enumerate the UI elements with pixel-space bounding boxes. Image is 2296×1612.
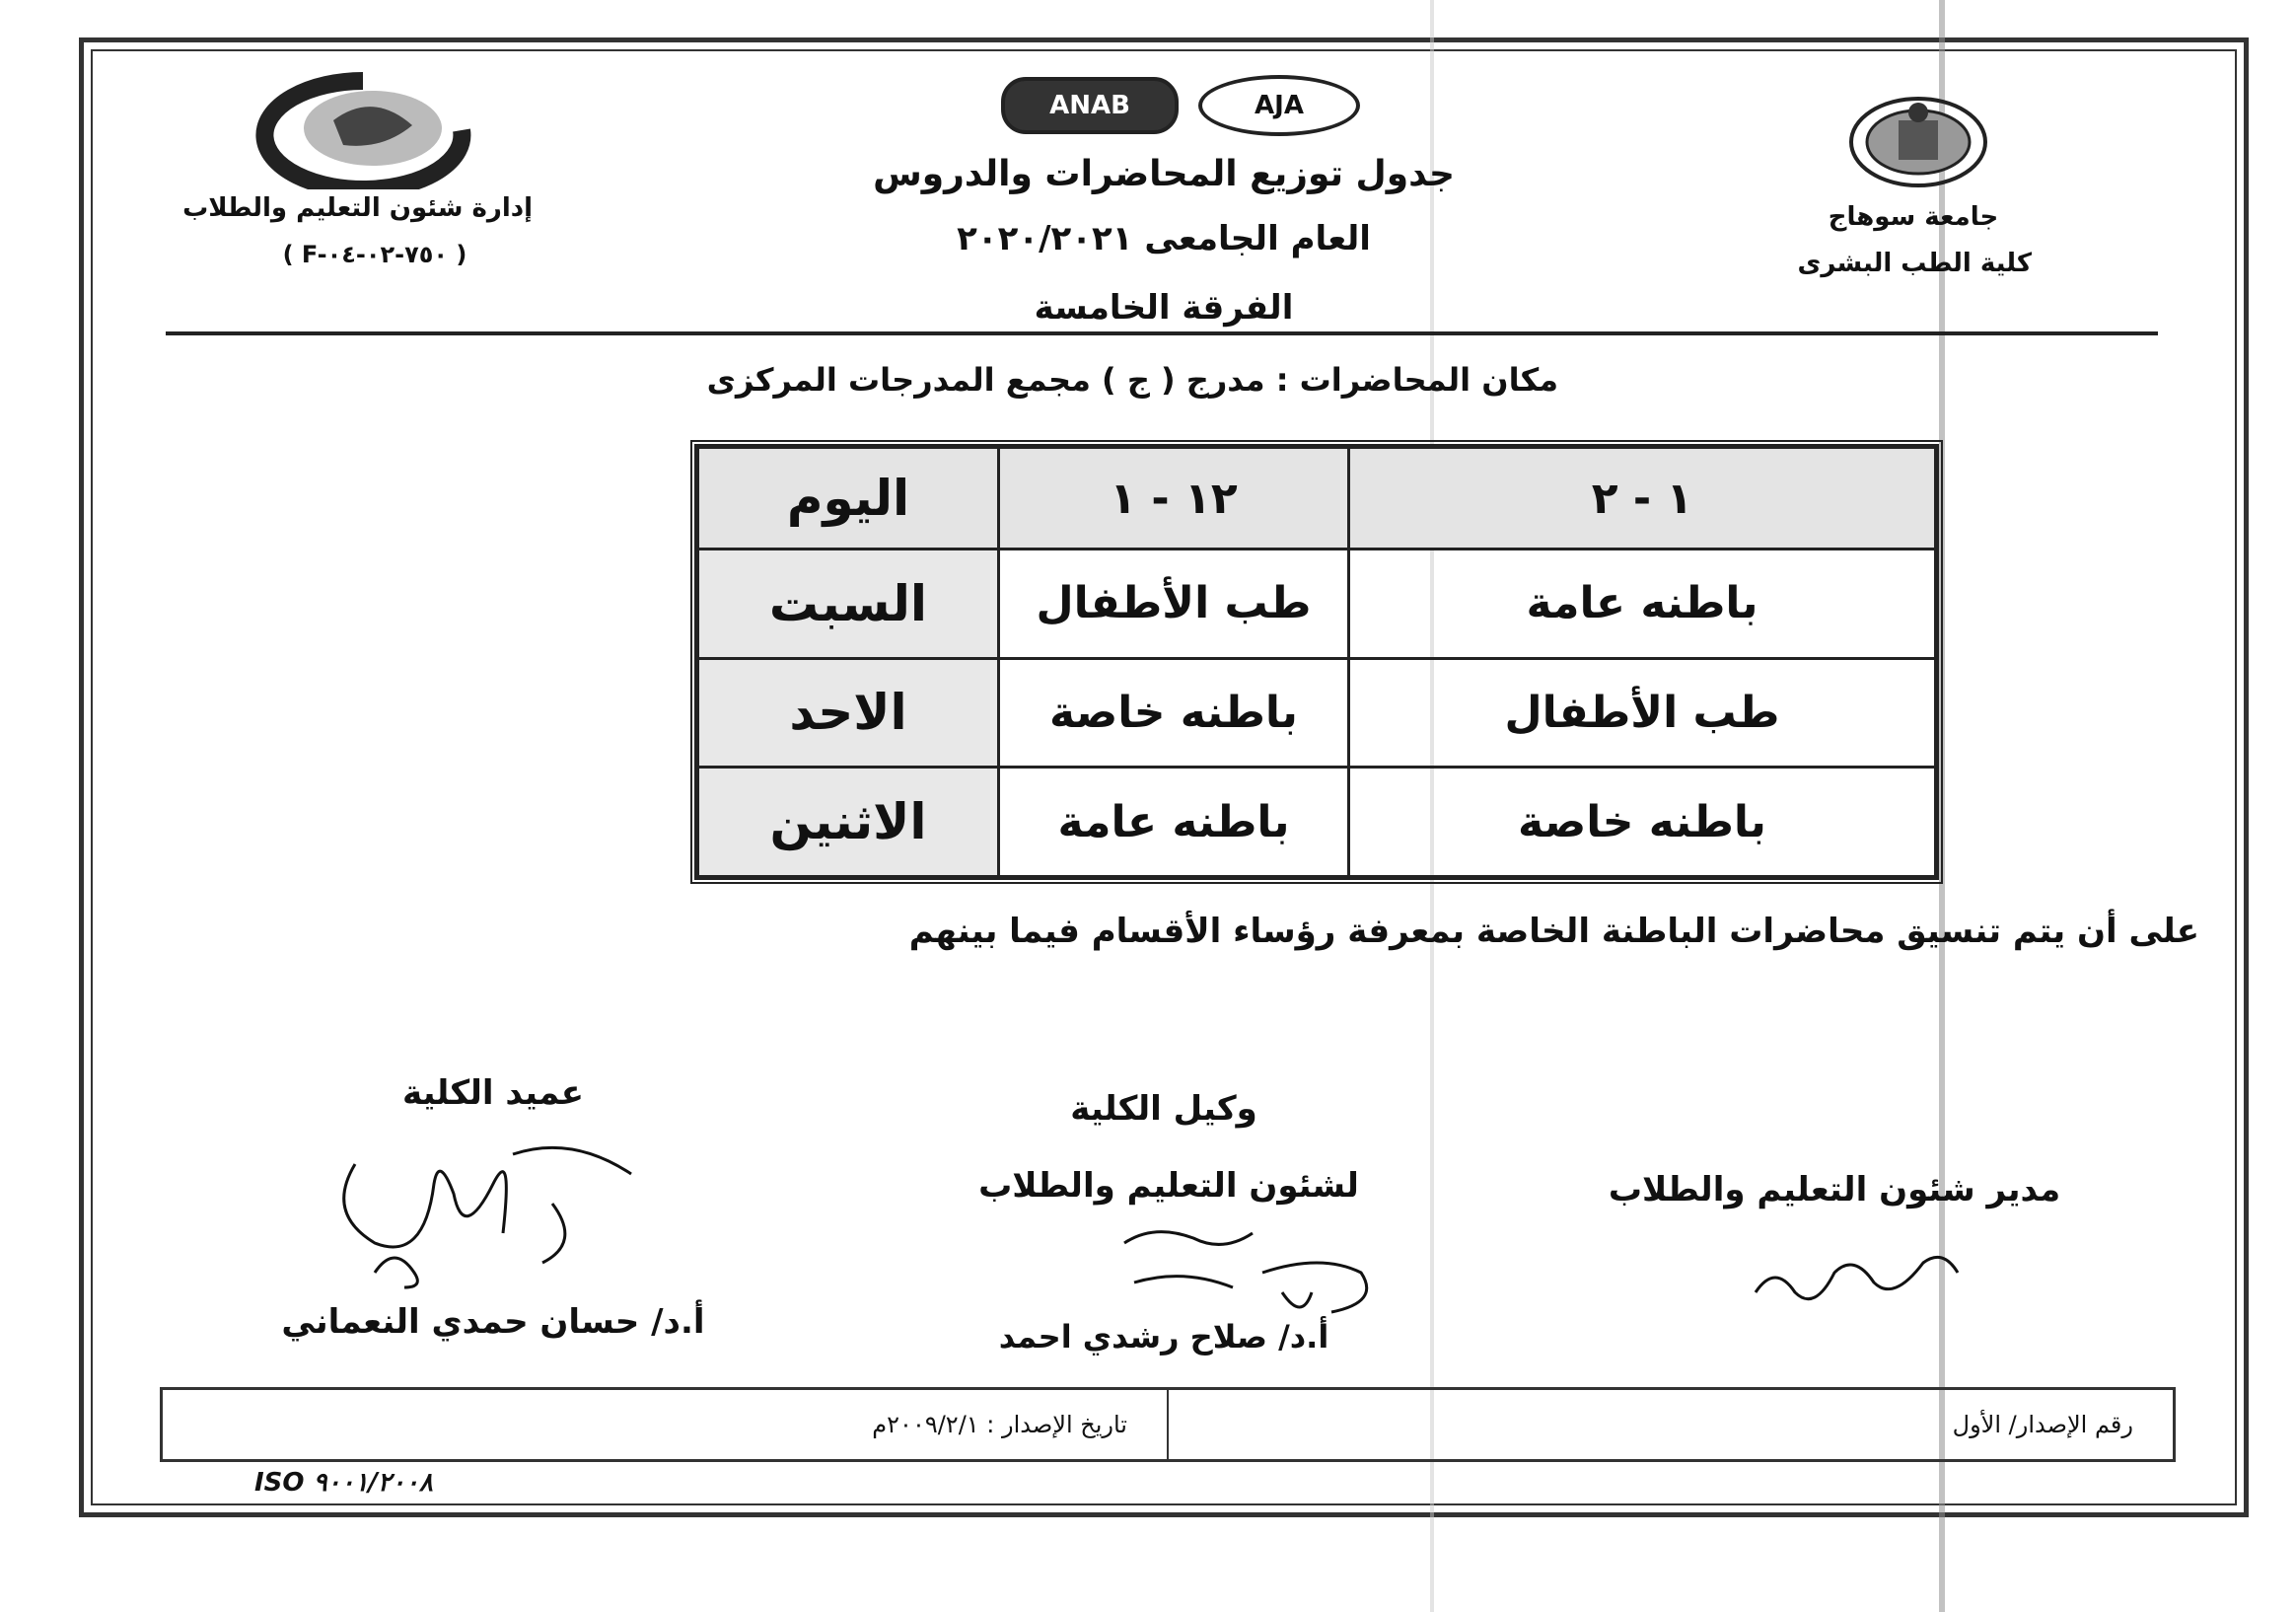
dean-title: عميد الكلية [402,1073,584,1113]
director-title: مدير شئون التعليم والطلاب [1608,1170,2061,1209]
header-day: اليوم [698,448,999,550]
footer-table [160,1387,2176,1462]
department-logo [245,71,481,189]
table-row [698,550,1936,659]
slot-1-cell: طب الأطفال [999,550,1349,659]
slot-2-cell: باطنه عامة [1349,550,1936,659]
issue-date: تاريخ الإصدار : ٢٠٠٩/٢/١م [163,1390,1169,1459]
university-name: جامعة سوهاج [1828,202,1999,232]
issue-number: رقم الإصدار/ الأول [1952,1411,2133,1438]
document-title: جدول توزيع المحاضرات والدروس [873,154,1455,194]
vice-dean-subtitle: لشئون التعليم والطلاب [978,1166,1359,1206]
table-row [698,768,1936,877]
day-cell: الاحد [698,658,999,768]
iso-label: ISO ٩٠٠١/٢٠٠٨ [254,1468,433,1498]
day-cell: السبت [698,550,999,659]
slot-2-cell: باطنه خاصة [1349,768,1936,877]
slot-1-cell: باطنه عامة [999,768,1349,877]
faculty-name: كلية الطب البشرى [1797,249,2032,278]
slot-2-cell: طب الأطفال [1349,658,1936,768]
table-row [698,658,1936,768]
day-cell: الاثنين [698,768,999,877]
academic-year: العام الجامعى ٢٠٢٠/٢٠٢١ [957,219,1371,258]
header-divider [166,331,2158,335]
grade-level: الفرقة الخامسة [1034,288,1294,328]
dean-signature [316,1125,651,1292]
lecture-location: مكان المحاضرات : مدرج ( ج ) مجمع المدرجات المركزى [706,361,1558,399]
schedule-header-row [698,448,1936,550]
coordination-note: على أن يتم تنسيق محاضرات الباطنة الخاصة بمعرفة رؤساء الأقسام فيما بينهم [908,912,2199,951]
vice-dean-name: أ.د/ صلاح رشدي احمد [998,1318,1329,1356]
form-code: ( F-٧٥٠-٠٢-٠٤ ) [282,241,467,268]
header-slot-1: ١٢ - ١ [999,448,1349,550]
cert-badge-anab: ANAB [1001,77,1179,134]
department-name: إدارة شئون التعليم والطلاب [182,193,533,223]
slot-1-cell: باطنه خاصة [999,658,1349,768]
director-signature [1736,1233,1973,1322]
vice-dean-signature [1105,1213,1400,1322]
vice-dean-title: وكيل الكلية [1070,1089,1257,1129]
university-logo [1844,91,1992,189]
dean-name: أ.د/ حسان حمدي النعماني [281,1302,705,1342]
header-slot-2: ١ - ٢ [1349,448,1936,550]
cert-badge-aja: AJA [1198,75,1360,136]
schedule-table [690,440,1943,884]
